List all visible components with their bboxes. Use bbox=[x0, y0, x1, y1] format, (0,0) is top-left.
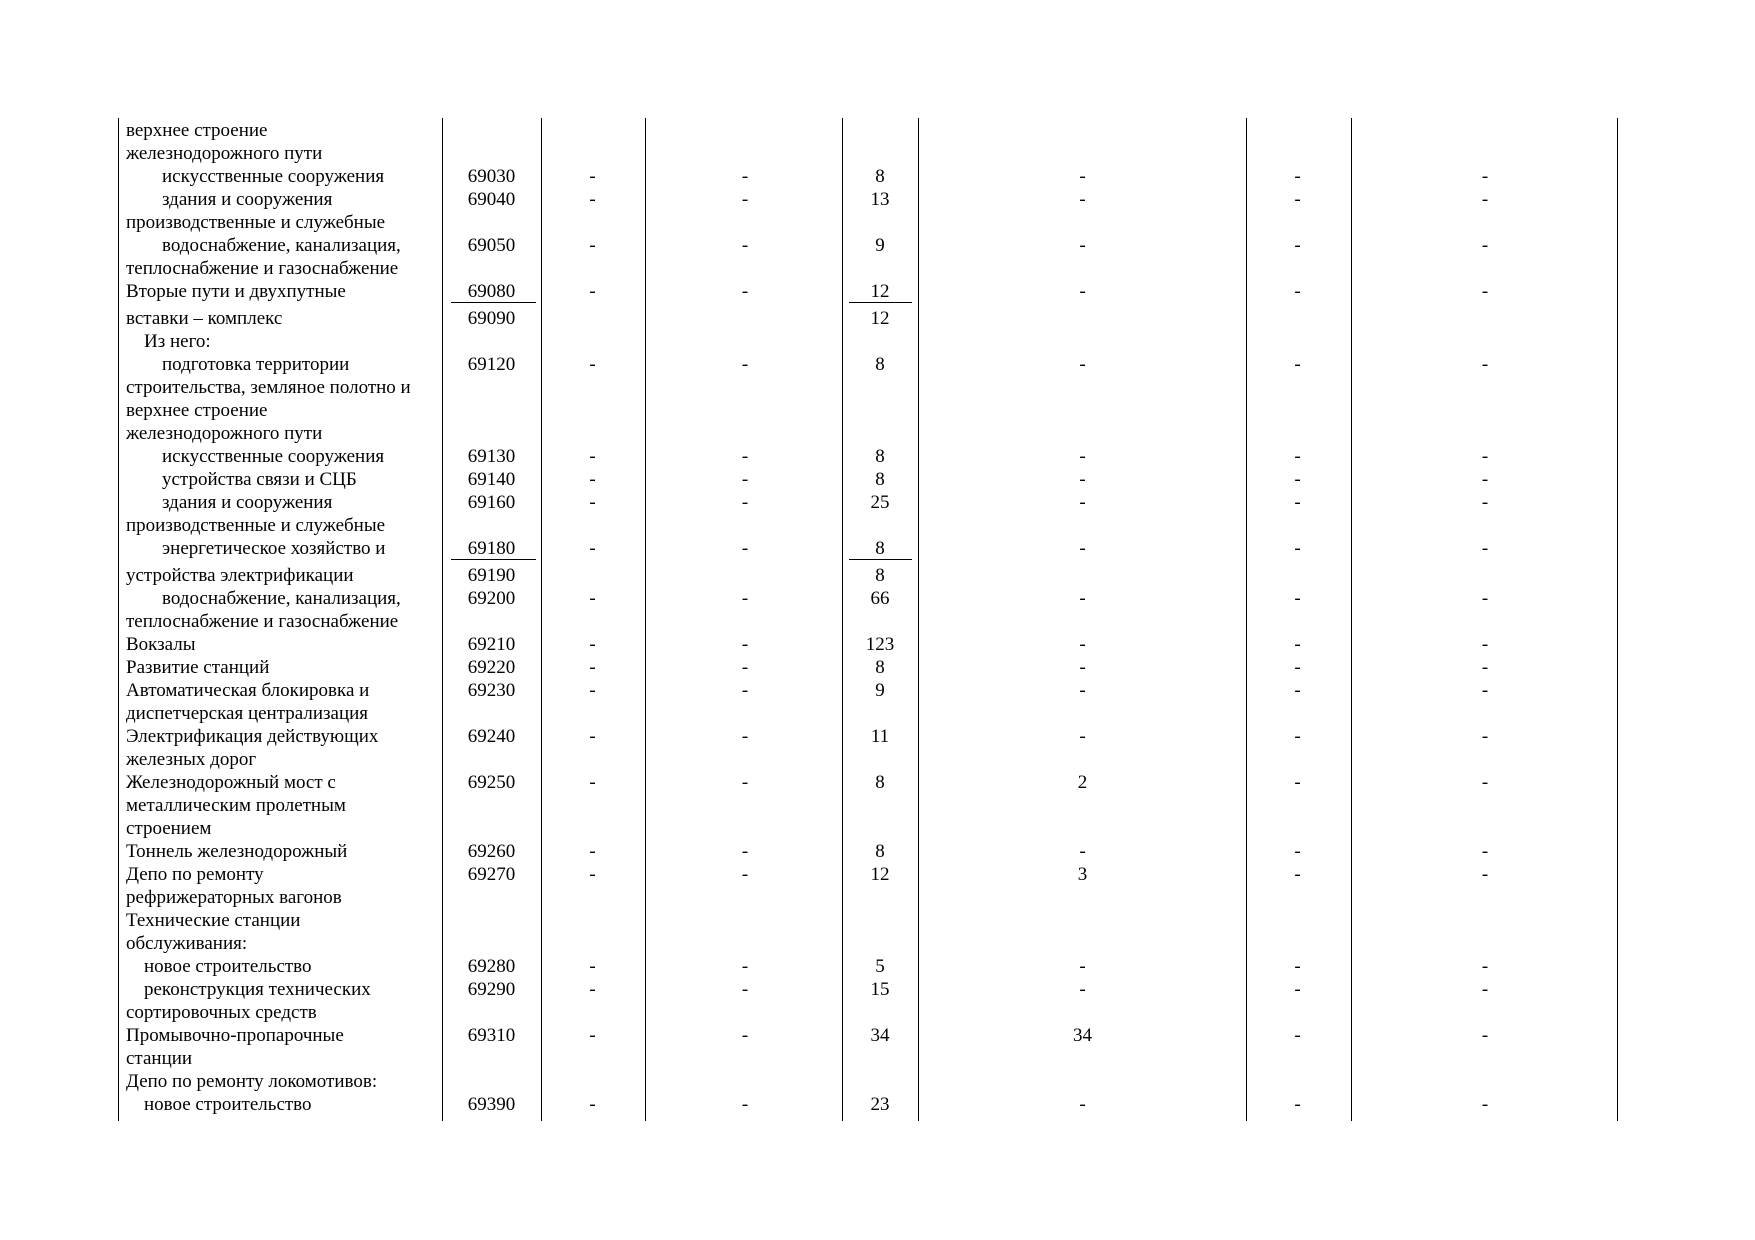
value-cell: - bbox=[1294, 772, 1301, 793]
value-cell: - bbox=[1481, 841, 1489, 862]
row-label: реконструкция технических bbox=[144, 979, 371, 1000]
value-cell: - bbox=[1079, 726, 1086, 747]
row-label: Депо по ремонту bbox=[126, 864, 264, 885]
table-row bbox=[0, 840, 1755, 863]
row-label: Промывочно-пропарочные bbox=[126, 1025, 344, 1046]
table-row bbox=[0, 353, 1755, 376]
value-cell: - bbox=[741, 979, 749, 1000]
value-cell: - bbox=[741, 354, 749, 375]
table-row bbox=[0, 679, 1755, 702]
value-cell: - bbox=[1294, 469, 1301, 490]
value-cell: 23 bbox=[870, 1094, 890, 1115]
table-row bbox=[0, 909, 1755, 932]
value-cell: - bbox=[1079, 354, 1086, 375]
value-cell: - bbox=[589, 1094, 596, 1115]
row-label: железнодорожного пути bbox=[126, 423, 323, 444]
value-cell: 12 bbox=[870, 281, 890, 302]
table-row bbox=[0, 188, 1755, 211]
value-cell: - bbox=[741, 469, 749, 490]
value-cell: 13 bbox=[870, 189, 890, 210]
value-cell: - bbox=[1294, 446, 1301, 467]
table-row bbox=[0, 794, 1755, 817]
value-cell: - bbox=[1079, 469, 1086, 490]
table-row bbox=[0, 1093, 1755, 1116]
value-cell: - bbox=[741, 680, 749, 701]
value-cell: - bbox=[1294, 956, 1301, 977]
value-cell: 25 bbox=[870, 492, 890, 513]
row-label: Вторые пути и двухпутные bbox=[126, 281, 346, 302]
code-cell: 69210 bbox=[467, 634, 516, 655]
table-row bbox=[0, 633, 1755, 656]
code-cell: 69030 bbox=[467, 166, 516, 187]
subtotal-underline bbox=[451, 559, 536, 560]
value-cell: 8 bbox=[875, 841, 885, 862]
row-label: энергетическое хозяйство и bbox=[162, 538, 386, 559]
value-cell: 8 bbox=[875, 354, 885, 375]
table-row bbox=[0, 165, 1755, 188]
row-label: водоснабжение, канализация, bbox=[162, 588, 401, 609]
row-label: производственные и служебные bbox=[126, 212, 386, 233]
value-cell: - bbox=[1481, 469, 1489, 490]
value-cell: - bbox=[1079, 634, 1086, 655]
value-cell: 8 bbox=[875, 772, 885, 793]
value-cell: - bbox=[589, 354, 596, 375]
value-cell: - bbox=[741, 841, 749, 862]
value-cell: - bbox=[1481, 189, 1489, 210]
value-cell: - bbox=[741, 166, 749, 187]
value-cell: 9 bbox=[875, 680, 885, 701]
value-cell: - bbox=[1079, 1094, 1086, 1115]
table-row bbox=[0, 257, 1755, 280]
code-cell: 69240 bbox=[467, 726, 516, 747]
row-label: железнодорожного пути bbox=[126, 143, 323, 164]
table-row bbox=[0, 932, 1755, 955]
value-cell: - bbox=[741, 726, 749, 747]
code-cell: 69190 bbox=[467, 565, 516, 586]
value-cell: - bbox=[1079, 446, 1086, 467]
table-row bbox=[0, 1070, 1755, 1093]
row-label: Развитие станций bbox=[126, 657, 270, 678]
table-row bbox=[0, 610, 1755, 633]
table-row bbox=[0, 886, 1755, 909]
value-cell: - bbox=[1481, 354, 1489, 375]
row-label: верхнее строение bbox=[126, 120, 268, 141]
row-label: сортировочных средств bbox=[126, 1002, 317, 1023]
code-cell: 69310 bbox=[467, 1025, 516, 1046]
value-cell: - bbox=[741, 492, 749, 513]
value-cell: - bbox=[741, 634, 749, 655]
subtotal-underline bbox=[849, 559, 912, 560]
value-cell: - bbox=[741, 1025, 749, 1046]
value-cell: - bbox=[589, 680, 596, 701]
code-cell: 69140 bbox=[467, 469, 516, 490]
code-cell: 69160 bbox=[467, 492, 516, 513]
table-row bbox=[0, 234, 1755, 257]
value-cell: 8 bbox=[875, 657, 885, 678]
table-row bbox=[0, 564, 1755, 587]
row-label: устройства связи и СЦБ bbox=[162, 469, 357, 490]
value-cell: - bbox=[1294, 166, 1301, 187]
value-cell: - bbox=[1481, 588, 1489, 609]
row-label: верхнее строение bbox=[126, 400, 268, 421]
value-cell: - bbox=[1294, 354, 1301, 375]
value-cell: - bbox=[589, 469, 596, 490]
value-cell: - bbox=[1079, 657, 1086, 678]
value-cell: - bbox=[589, 189, 596, 210]
subtotal-underline bbox=[451, 302, 536, 303]
code-cell: 69390 bbox=[467, 1094, 516, 1115]
code-cell: 69290 bbox=[467, 979, 516, 1000]
row-label: обслуживания: bbox=[126, 933, 248, 954]
value-cell: - bbox=[1481, 772, 1489, 793]
value-cell: - bbox=[1079, 956, 1086, 977]
row-label: железных дорог bbox=[126, 749, 257, 770]
value-cell: 12 bbox=[870, 308, 890, 329]
row-label: строением bbox=[126, 818, 212, 839]
value-cell: - bbox=[1294, 281, 1301, 302]
code-cell: 69120 bbox=[467, 354, 516, 375]
value-cell: - bbox=[1481, 864, 1489, 885]
table-row bbox=[0, 725, 1755, 748]
row-label: здания и сооружения bbox=[162, 492, 333, 513]
code-cell: 69230 bbox=[467, 680, 516, 701]
value-cell: - bbox=[589, 864, 596, 885]
value-cell: - bbox=[1294, 657, 1301, 678]
value-cell: - bbox=[1294, 189, 1301, 210]
code-cell: 69180 bbox=[467, 538, 516, 559]
value-cell: - bbox=[1294, 538, 1301, 559]
table-row bbox=[0, 468, 1755, 491]
table-row bbox=[0, 817, 1755, 840]
table-row bbox=[0, 491, 1755, 514]
value-cell: - bbox=[589, 492, 596, 513]
value-cell: - bbox=[589, 538, 596, 559]
table-row bbox=[0, 445, 1755, 468]
value-cell: - bbox=[741, 538, 749, 559]
code-cell: 69080 bbox=[467, 281, 516, 302]
value-cell: - bbox=[1079, 979, 1086, 1000]
value-cell: - bbox=[1079, 680, 1086, 701]
subtotal-underline bbox=[849, 302, 912, 303]
table-row bbox=[0, 978, 1755, 1001]
value-cell: - bbox=[741, 1094, 749, 1115]
row-label: новое строительство bbox=[144, 1094, 312, 1115]
value-cell: 3 bbox=[1077, 864, 1088, 885]
row-label: Железнодорожный мост с bbox=[126, 772, 336, 793]
value-cell: - bbox=[741, 864, 749, 885]
table-row bbox=[0, 587, 1755, 610]
value-cell: 2 bbox=[1077, 772, 1088, 793]
table-row bbox=[0, 1001, 1755, 1024]
table-row bbox=[0, 119, 1755, 142]
value-cell: - bbox=[741, 189, 749, 210]
row-label: диспетчерская централизация bbox=[126, 703, 369, 724]
table-row bbox=[0, 280, 1755, 303]
value-cell: - bbox=[1294, 680, 1301, 701]
row-label: теплоснабжение и газоснабжение bbox=[126, 611, 399, 632]
value-cell: - bbox=[1294, 492, 1301, 513]
table-row bbox=[0, 1047, 1755, 1070]
row-label: искусственные сооружения bbox=[162, 446, 385, 467]
row-label: здания и сооружения bbox=[162, 189, 333, 210]
row-label: устройства электрификации bbox=[126, 565, 354, 586]
value-cell: - bbox=[741, 235, 749, 256]
value-cell: - bbox=[1481, 1094, 1489, 1115]
value-cell: 8 bbox=[875, 538, 885, 559]
row-label: рефрижераторных вагонов bbox=[126, 887, 342, 908]
code-cell: 69040 bbox=[467, 189, 516, 210]
row-label: искусственные сооружения bbox=[162, 166, 385, 187]
value-cell: - bbox=[1481, 492, 1489, 513]
value-cell: - bbox=[1481, 657, 1489, 678]
row-label: вставки – комплекс bbox=[126, 308, 283, 329]
value-cell: - bbox=[1079, 281, 1086, 302]
value-cell: 8 bbox=[875, 469, 885, 490]
code-cell: 69050 bbox=[467, 235, 516, 256]
row-label: Автоматическая блокировка и bbox=[126, 680, 370, 701]
table-row bbox=[0, 307, 1755, 330]
value-cell: - bbox=[741, 657, 749, 678]
row-label: станции bbox=[126, 1048, 193, 1069]
value-cell: - bbox=[1294, 726, 1301, 747]
value-cell: - bbox=[741, 772, 749, 793]
value-cell: - bbox=[589, 634, 596, 655]
value-cell: 15 bbox=[870, 979, 890, 1000]
value-cell: - bbox=[589, 657, 596, 678]
value-cell: - bbox=[1079, 166, 1086, 187]
value-cell: - bbox=[1481, 235, 1489, 256]
value-cell: 8 bbox=[875, 166, 885, 187]
row-label: Депо по ремонту локомотивов: bbox=[126, 1071, 378, 1092]
row-label: металлическим пролетным bbox=[126, 795, 346, 816]
value-cell: 66 bbox=[870, 588, 890, 609]
table-row bbox=[0, 1024, 1755, 1047]
value-cell: - bbox=[741, 956, 749, 977]
code-cell: 69260 bbox=[467, 841, 516, 862]
value-cell: - bbox=[1079, 538, 1086, 559]
value-cell: - bbox=[589, 166, 596, 187]
value-cell: - bbox=[1294, 235, 1301, 256]
value-cell: - bbox=[1294, 1025, 1301, 1046]
value-cell: - bbox=[589, 772, 596, 793]
table-row bbox=[0, 142, 1755, 165]
value-cell: - bbox=[589, 281, 596, 302]
value-cell: - bbox=[1079, 189, 1086, 210]
table-row bbox=[0, 422, 1755, 445]
table-row bbox=[0, 330, 1755, 353]
value-cell: - bbox=[1294, 864, 1301, 885]
table-row bbox=[0, 771, 1755, 794]
value-cell: - bbox=[1294, 841, 1301, 862]
value-cell: - bbox=[1481, 281, 1489, 302]
value-cell: - bbox=[1481, 1025, 1489, 1046]
row-label: теплоснабжение и газоснабжение bbox=[126, 258, 399, 279]
row-label: водоснабжение, канализация, bbox=[162, 235, 401, 256]
row-label: новое строительство bbox=[144, 956, 312, 977]
code-cell: 69250 bbox=[467, 772, 516, 793]
value-cell: 34 bbox=[1073, 1025, 1092, 1046]
value-cell: - bbox=[589, 841, 596, 862]
table-row bbox=[0, 955, 1755, 978]
value-cell: 11 bbox=[870, 726, 890, 747]
table-row bbox=[0, 537, 1755, 560]
code-cell: 69220 bbox=[467, 657, 516, 678]
code-cell: 69200 bbox=[467, 588, 516, 609]
value-cell: 9 bbox=[875, 235, 885, 256]
table-row bbox=[0, 211, 1755, 234]
value-cell: - bbox=[1294, 634, 1301, 655]
value-cell: - bbox=[589, 956, 596, 977]
table-row bbox=[0, 656, 1755, 679]
table-row bbox=[0, 514, 1755, 537]
value-cell: 8 bbox=[875, 565, 885, 586]
value-cell: - bbox=[1294, 1094, 1301, 1115]
value-cell: - bbox=[1481, 166, 1489, 187]
value-cell: - bbox=[1294, 979, 1301, 1000]
code-cell: 69130 bbox=[467, 446, 516, 467]
table-row bbox=[0, 863, 1755, 886]
value-cell: - bbox=[589, 726, 596, 747]
value-cell: 8 bbox=[875, 446, 885, 467]
value-cell: 5 bbox=[875, 956, 885, 977]
value-cell: 34 bbox=[870, 1025, 890, 1046]
value-cell: - bbox=[1481, 726, 1489, 747]
value-cell: - bbox=[1079, 235, 1086, 256]
value-cell: - bbox=[1481, 956, 1489, 977]
row-label: производственные и служебные bbox=[126, 515, 386, 536]
row-label: Электрификация действующих bbox=[126, 726, 379, 747]
value-cell: - bbox=[589, 1025, 596, 1046]
value-cell: - bbox=[1481, 680, 1489, 701]
row-label: Тоннель железнодорожный bbox=[126, 841, 348, 862]
value-cell: - bbox=[589, 446, 596, 467]
value-cell: - bbox=[1079, 841, 1086, 862]
row-label: подготовка территории bbox=[162, 354, 350, 375]
value-cell: - bbox=[589, 979, 596, 1000]
value-cell: - bbox=[1481, 446, 1489, 467]
value-cell: - bbox=[1079, 588, 1086, 609]
value-cell: - bbox=[1294, 588, 1301, 609]
value-cell: - bbox=[1079, 492, 1086, 513]
row-label: Вокзалы bbox=[126, 634, 196, 655]
code-cell: 69270 bbox=[467, 864, 516, 885]
value-cell: 12 bbox=[870, 864, 890, 885]
table-row bbox=[0, 399, 1755, 422]
value-cell: - bbox=[1481, 979, 1489, 1000]
value-cell: - bbox=[741, 446, 749, 467]
row-label: строительства, земляное полотно и bbox=[126, 377, 411, 398]
table-row bbox=[0, 702, 1755, 725]
value-cell: 123 bbox=[865, 634, 895, 655]
value-cell: - bbox=[741, 281, 749, 302]
value-cell: - bbox=[589, 235, 596, 256]
code-cell: 69280 bbox=[467, 956, 516, 977]
table-row bbox=[0, 748, 1755, 771]
value-cell: - bbox=[1481, 634, 1489, 655]
row-label: Из него: bbox=[144, 331, 211, 352]
code-cell: 69090 bbox=[467, 308, 516, 329]
table-row bbox=[0, 376, 1755, 399]
value-cell: - bbox=[1481, 538, 1489, 559]
value-cell: - bbox=[741, 588, 749, 609]
row-label: Технические станции bbox=[126, 910, 301, 931]
value-cell: - bbox=[589, 588, 596, 609]
